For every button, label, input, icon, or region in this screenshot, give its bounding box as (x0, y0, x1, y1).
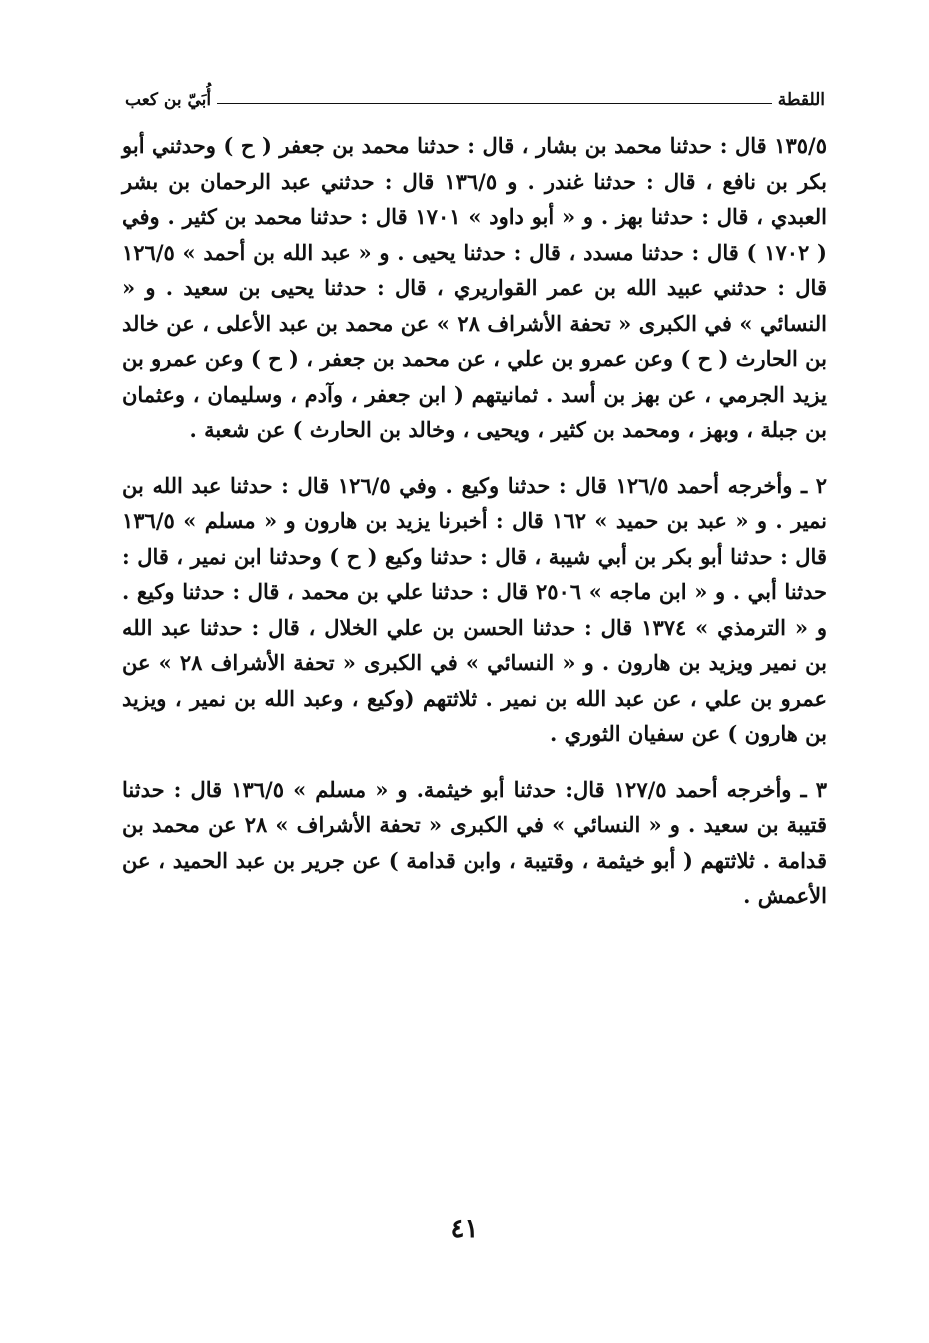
header-rule (217, 103, 772, 104)
header-section-title: اللقطة (777, 90, 825, 110)
paragraph-3: ٣ ـ وأخرجه أحمد ١٢٧/٥ قال: حدثنا أبو خيثمة. و « مسلم » ١٣٦/٥ قال : حدثنا قتيبة بن سعيد . و « النسائي » في الكبرى « تحفة الأشراف » ٢٨ عن محمد بن قدامة . ثلاثتهم ( أبو خيثمة ، وقتيبة ، وابن قدامة ) عن جرير بن عبد الحميد ، عن الأعمش . (122, 776, 827, 908)
paragraph-1: ١٣٥/٥ قال : حدثنا محمد بن بشار ، قال : حدثنا محمد بن جعفر ( ح ) وحدثني أبو بكر بن نافع ، قال : حدثنا غندر . و ١٣٦/٥ قال : حدثني عبد الرحمان بن بشر العبدي ، قال : حدثنا بهز . و « أبو داود » ١٧٠١ قال : حدثنا محمد بن كثير . وفي ( ١٧٠٢ ) قال : حدثنا مسدد ، قال : حدثنا يحيى . و « عبد الله بن أحمد » ١٢٦/٥ قال : حدثني عبيد الله بن عمر القواريري ، قال : حدثنا يحيى بن سعيد . و « النسائي » في الكبرى « تحفة الأشراف ٢٨ » عن محمد بن عبد الأعلى ، عن خالد بن الحارث ( ح ) وعن عمرو بن علي ، عن محمد بن جعفر ، ( ح ) وعن عمرو بن يزيد الجرمي ، عن بهز بن أسد . ثمانيتهم ( ابن جعفر ، وآدم ، وسليمان ، وعثمان بن جبلة ، وبهز ، ومحمد بن كثير ، ويحيى ، وخالد بن الحارث ) عن شعبة . (122, 133, 827, 442)
page-number: ٤١ (450, 1214, 479, 1244)
header-chapter-title: أُبَيّ بن كعب (125, 90, 212, 110)
page-body (122, 128, 827, 914)
running-header (125, 84, 825, 110)
paragraph-2: ٢ ـ وأخرجه أحمد ١٢٦/٥ قال : حدثنا وكيع . وفي ١٢٦/٥ قال : حدثنا عبد الله بن نمير . و « عبد بن حميد » ١٦٢ قال : أخبرنا يزيد بن هارون و « مسلم » ١٣٦/٥ قال : حدثنا أبو بكر بن أبي شيبة ، قال : حدثنا وكيع ( ح ) وحدثنا ابن نمير ، قال : حدثنا أبي . و « ابن ماجه » ٢٥٠٦ قال : حدثنا علي بن محمد ، قال : حدثنا وكيع . و « الترمذي » ١٣٧٤ قال : حدثنا الحسن بن علي الخلال ، قال : حدثنا عبد الله بن نمير ويزيد بن هارون . و « النسائي » في الكبرى « تحفة الأشراف ٢٨ » عن عمرو بن علي ، عن عبد الله بن نمير . ثلاثتهم (وكيع ، وعبد الله بن نمير ، ويزيد بن هارون ) عن سفيان الثوري . (122, 472, 828, 746)
